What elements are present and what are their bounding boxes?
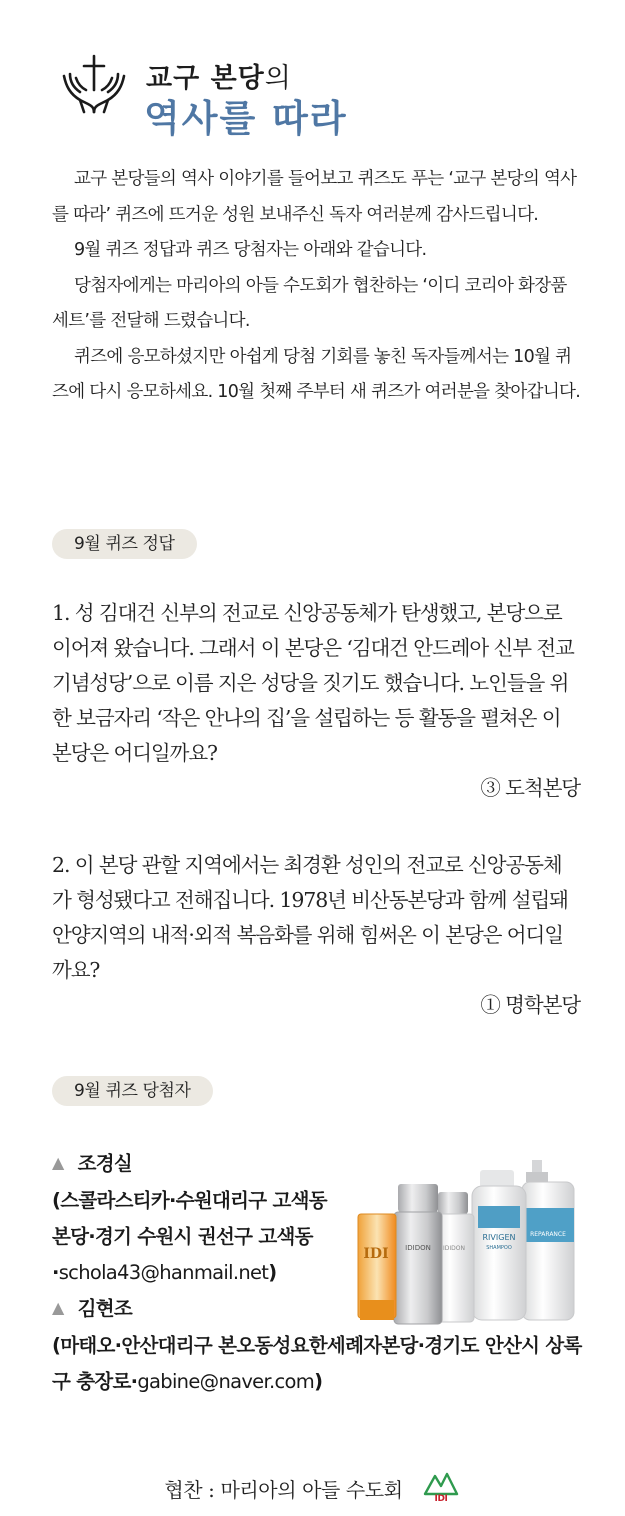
- intro-paragraph: 퀴즈에 응모하셨지만 아쉽게 당첨 기회를 놓친 독자들께서는 10월 퀴즈에 다시 응모하세요. 10월 첫째 주부터 새 퀴즈가 여러분을 찾아갑니다.: [52, 346, 581, 402]
- product-label: RIVIGEN: [482, 1233, 516, 1242]
- product-label: IDI: [363, 1246, 389, 1262]
- winner-name: ▲ 조경실: [52, 1152, 133, 1175]
- product-label: IDIDON: [405, 1244, 431, 1252]
- triangle-icon: ▲: [52, 1153, 64, 1172]
- title-line-2: 역사를 따라: [144, 97, 348, 140]
- quiz-answer: ① 명학본당: [480, 993, 580, 1017]
- footer-sponsor: [0, 1474, 625, 1508]
- header: [58, 52, 378, 140]
- winner-detail: (스콜라스티카·수원대리구 고색동본당·경기 수원시 권선구 고색동·schola43@hanmail.net): [52, 1189, 327, 1284]
- winner-name: ▲ 김현조: [52, 1297, 133, 1320]
- cross-hands-icon: [58, 52, 130, 124]
- quiz-winners-tag: 9월 퀴즈 당첨자: [52, 1076, 213, 1106]
- quiz-question: 1. 성 김대건 신부의 전교로 신앙공동체가 탄생했고, 본당으로 이어져 왔습니다. 그래서 이 본당은 ‘김대건 안드레아 신부 전교 기념성당’으로 이름 지은 성당을 짓기도 했습니다. 노인들을 위한 보금자리 ‘작은 안나의 집’을 설립하는 등 활동을 펼쳐온 이 본당은 어디일까요?: [52, 601, 574, 765]
- product-label: REPARANCE: [530, 1231, 566, 1238]
- quiz-answer: ③ 도척본당: [480, 776, 580, 800]
- sponsor-text: 협찬 : 마리아의 아들 수도회: [164, 1478, 403, 1502]
- quiz-item: [52, 848, 580, 1023]
- svg-text:IDI: IDI: [434, 1493, 448, 1502]
- winner-email: gabine@naver.com: [137, 1370, 315, 1393]
- winner-detail: (마태오·안산대리구 본오동성요한세례자본당·경기도 안산시 상록구 충장로·gabine@naver.com): [52, 1334, 582, 1393]
- product-label: SHAMPOO: [486, 1245, 512, 1251]
- intro-paragraph: 9월 퀴즈 정답과 퀴즈 당첨자는 아래와 같습니다.: [74, 240, 427, 260]
- quiz-question: 2. 이 본당 관할 지역에서는 최경환 성인의 전교로 신앙공동체가 형성됐다고 전해집니다. 1978년 비산동본당과 함께 설립돼 안양지역의 내적·외적 복음화를 위해 힘써온 이 본당은 어디일까요?: [52, 853, 568, 982]
- intro-text: [52, 162, 582, 411]
- triangle-icon: ▲: [52, 1298, 64, 1317]
- intro-paragraph: 당첨자에게는 마리아의 아들 수도회가 협찬하는 ‘이디 코리아 화장품 세트’를 전달해 드렸습니다.: [52, 275, 567, 331]
- title-line-1: 교구 본당의: [146, 63, 292, 94]
- idi-logo-icon: [421, 1470, 461, 1502]
- quiz-item: [52, 596, 580, 806]
- cosmetics-set-image: [350, 1150, 585, 1328]
- intro-paragraph: 교구 본당들의 역사 이야기를 들어보고 퀴즈도 푸는 ‘교구 본당의 역사를 따라’ 퀴즈에 뜨거운 성원 보내주신 독자 여러분께 감사드립니다.: [52, 169, 577, 225]
- quiz-answers-tag: 9월 퀴즈 정답: [52, 529, 197, 559]
- product-label: IDIDON: [443, 1245, 465, 1252]
- winner-email: schola43@hanmail.net: [58, 1261, 269, 1284]
